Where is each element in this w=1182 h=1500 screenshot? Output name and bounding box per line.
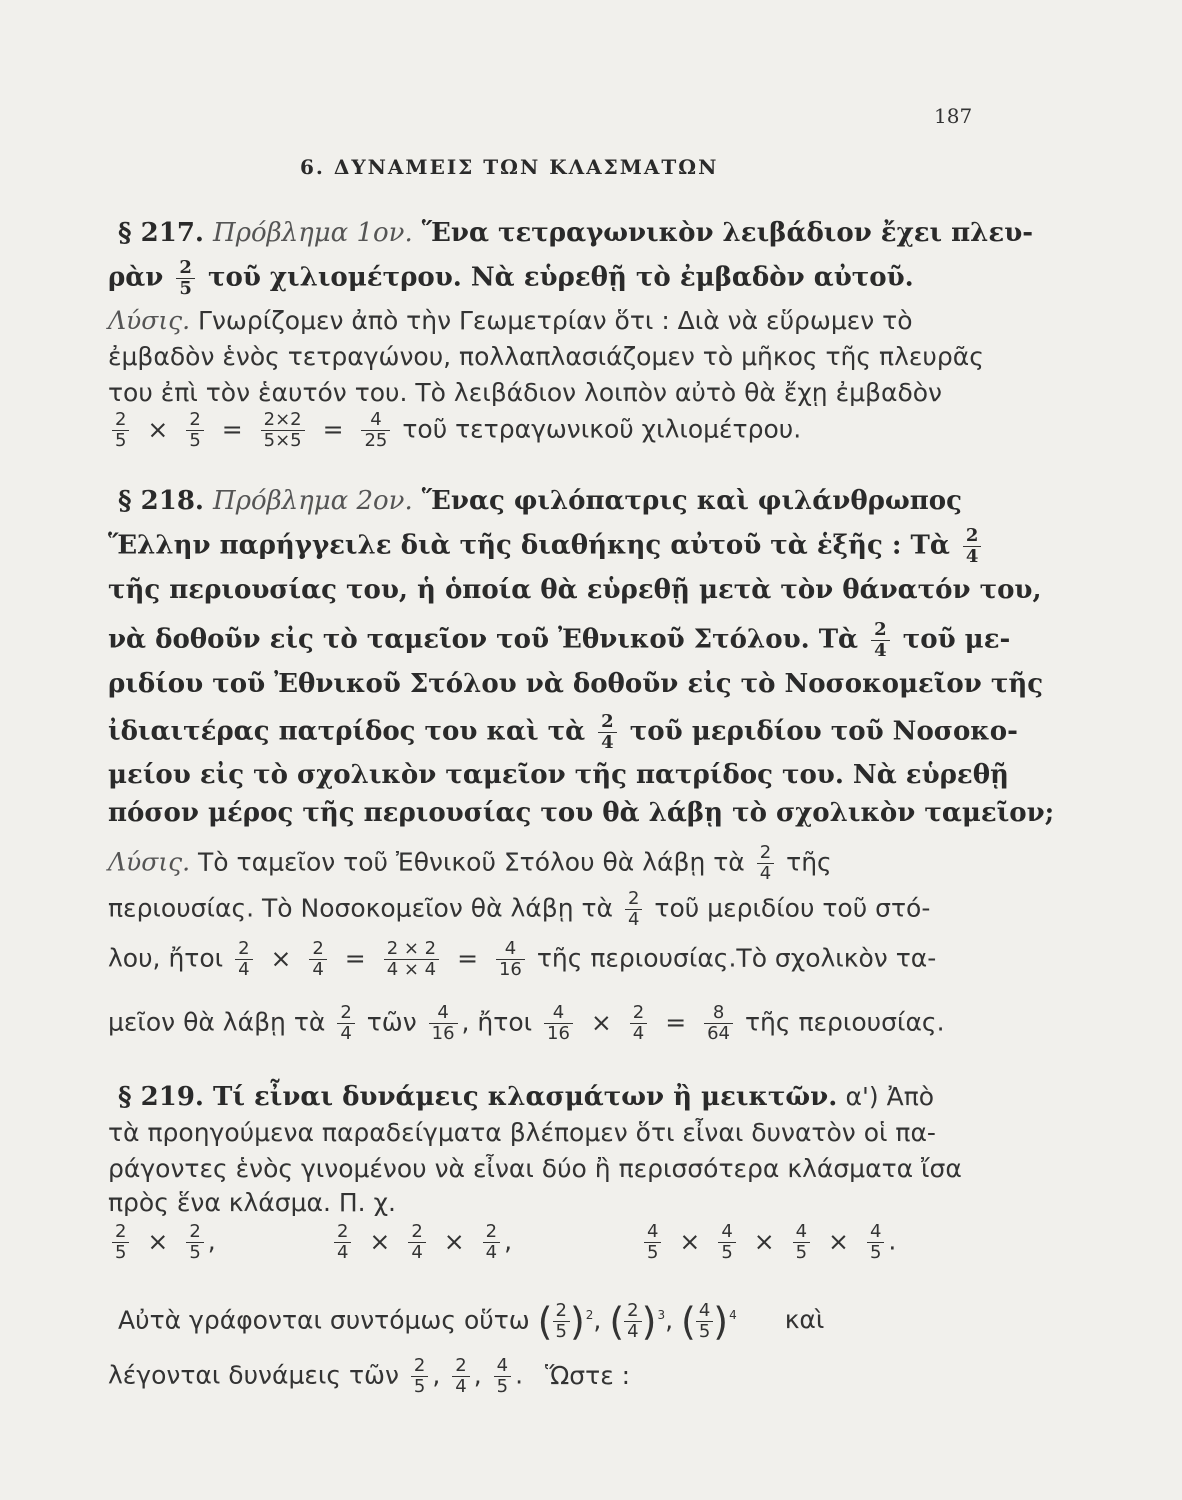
- fraction-numerator: 2: [965, 525, 979, 546]
- fraction: [384, 939, 439, 980]
- fraction: [696, 1301, 713, 1342]
- fraction-denominator: 16: [429, 1023, 458, 1044]
- fraction-denominator: 4: [452, 1376, 469, 1397]
- fraction: [411, 1356, 428, 1397]
- fraction-denominator: 4: [337, 1023, 354, 1044]
- fraction: [644, 1222, 661, 1263]
- fraction-numerator: 2: [555, 1299, 567, 1321]
- page-number: 187: [934, 104, 973, 128]
- fraction-denominator: 5: [644, 1242, 661, 1263]
- fraction-denominator: 16: [544, 1023, 573, 1044]
- s217-solution-line2: ἐμβαδὸν ἑνὸς τετραγώνου, πολλαπλασιάζομεν τὸ μῆκος τῆς πλευρᾶς: [108, 342, 984, 371]
- s217-solution-line1: Λύσις. Γνωρίζομεν ἀπὸ τὴν Γεωμετρίαν ὅτι : Διὰ νὰ εὕρωμεν τὸ: [108, 306, 913, 335]
- fraction-numerator: 4: [869, 1221, 882, 1242]
- fraction-denominator: 5: [186, 430, 203, 451]
- fraction-numerator: 2: [238, 938, 250, 959]
- fraction: [544, 1003, 573, 1044]
- s218-line7: μείου εἰς τὸ σχολικὸν ταμεῖον τῆς πατρίδος του. Νὰ εὑρεθῇ: [108, 760, 1009, 790]
- fraction-numerator: 2: [189, 1221, 201, 1242]
- s217-line2: ρὰν $\frac{2}{5}$ τοῦ χιλιομέτρου. Νὰ εὑρεθῇ τὸ ἐμβαδὸν αὐτοῦ.: [108, 257, 914, 299]
- fraction-denominator: 4: [309, 959, 326, 980]
- fraction-denominator: 16: [496, 959, 525, 980]
- fraction-denominator: 4: [871, 640, 890, 661]
- fraction: [452, 1356, 469, 1397]
- fraction-denominator: 4: [625, 909, 642, 930]
- fraction: [483, 1222, 500, 1263]
- fraction: [963, 526, 982, 567]
- s218-line1: § 218. Πρόβλημα 2ον. Ἕνας φιλόπατρις καὶ φιλάνθρωπος: [118, 486, 962, 516]
- fraction-numerator: 4: [721, 1221, 733, 1242]
- fraction: [625, 889, 642, 930]
- fraction-numerator: 2: [189, 409, 201, 430]
- fraction-numerator: 2: [485, 1221, 498, 1242]
- fraction-denominator: 25: [361, 430, 390, 451]
- s219-line2: τὰ προηγούμενα παραδείγματα βλέπομεν ὅτι εἶναι δυνατὸν οἱ πα-: [108, 1118, 936, 1147]
- fraction: [309, 939, 326, 980]
- s219-line6: Αὐτὰ γράφονται συντόμως οὕτω ( $\frac{2}{5}$ )$^2$, ( $\frac{2}{4}$ )$^3$, ( $\frac{4}{5}$ )$^4$ καὶ: [118, 1299, 825, 1344]
- fraction-numerator: 2: [874, 619, 887, 640]
- fraction-denominator: 5: [176, 278, 195, 299]
- fraction-numerator: 2: [312, 938, 324, 959]
- s218-solution-line2: περιουσίας. Τὸ Νοσοκομεῖον θὰ λάβῃ τὰ $\frac{2}{4}$ τοῦ μεριδίου τοῦ στό-: [108, 888, 931, 930]
- fraction-denominator: 4: [630, 1023, 647, 1044]
- fraction-denominator: 4: [334, 1242, 351, 1263]
- s218-line3: τῆς περιουσίας του, ἡ ὁποία θὰ εὑρεθῇ μετὰ τὸν θάνατόν του,: [108, 575, 1042, 605]
- fraction-denominator: 5: [112, 430, 129, 451]
- fraction-denominator: 4: [963, 546, 982, 567]
- fraction-denominator: 5: [186, 1242, 203, 1263]
- fraction-numerator: 2: [628, 888, 640, 909]
- fraction-numerator: 4: [496, 1355, 509, 1376]
- fraction-denominator: 4: [235, 959, 252, 980]
- fraction: [793, 1222, 810, 1263]
- fraction-denominator: 5: [718, 1242, 735, 1263]
- fraction-denominator: 4: [757, 863, 774, 884]
- fraction-numerator: 4: [370, 409, 382, 430]
- fraction-denominator: 5×5: [261, 430, 305, 451]
- fraction: [334, 1222, 351, 1263]
- fraction-denominator: 4: [624, 1321, 641, 1342]
- s218-solution-line3: λου, ἤτοι $\frac{2}{4}$ × $\frac{2}{4}$ = $\frac{2 \times 2}{4 \times 4}$ = $\frac{4}{16}$ τῆς περιουσίας.Τὸ σχολικὸν τα-: [108, 938, 937, 980]
- fraction: [718, 1222, 735, 1263]
- s218-solution-line1: Λύσις. Τὸ ταμεῖον τοῦ Ἐθνικοῦ Στόλου θὰ λάβῃ τὰ $\frac{2}{4}$ τῆς: [108, 842, 832, 884]
- fraction: [186, 1222, 203, 1263]
- fraction: [624, 1301, 641, 1342]
- fraction: [337, 1003, 354, 1044]
- fraction-numerator: 2: [179, 257, 192, 278]
- fraction: [553, 1301, 570, 1342]
- s218-line4: νὰ δοθοῦν εἰς τὸ ταμεῖον τοῦ Ἐθνικοῦ Στόλου. Τὰ $\frac{2}{4}$ τοῦ με-: [108, 619, 1011, 661]
- s219-line7: λέγονται δυνάμεις τῶν $\frac{2}{5}$ , $\frac{2}{4}$ , $\frac{4}{5}$ . Ὥστε :: [108, 1355, 631, 1397]
- fraction-numerator: 4: [504, 938, 517, 959]
- fraction-denominator: 5: [793, 1242, 810, 1263]
- fraction: [261, 410, 305, 451]
- fraction-numerator: 2×2: [263, 409, 302, 430]
- fraction: [429, 1003, 458, 1044]
- s219-line1: § 219. Τί εἶναι δυνάμεις κλασμάτων ἢ μεικτῶν. α') Ἀπὸ: [118, 1082, 935, 1112]
- s217-equation: $\frac{2}{5}$ × $\frac{2}{5}$ = $\frac{2\times 2}{5\times 5}$ = $\frac{4}{25}$ τοῦ τετραγωνικοῦ χιλιομέτρου.: [108, 410, 801, 451]
- s219-example-1: $\frac{2}{5}$ × $\frac{2}{5}$ ,: [108, 1222, 216, 1263]
- fraction: [704, 1003, 733, 1044]
- chapter-title: 6. ΔΥΝΑΜΕΙΣ ΤΩΝ ΚΛΑΣΜΑΤΩΝ: [300, 155, 719, 179]
- fraction-numerator: 2: [759, 842, 772, 863]
- fraction: [630, 1003, 647, 1044]
- s218-line5: ριδίου τοῦ Ἐθνικοῦ Στόλου νὰ δοθοῦν εἰς τὸ Νοσοκομεῖον τῆς: [108, 669, 1044, 699]
- fraction: [496, 939, 525, 980]
- fraction-numerator: 2: [115, 409, 127, 430]
- fraction-numerator: 2: [627, 1299, 639, 1321]
- fraction: [176, 258, 195, 299]
- s219-example-2: $\frac{2}{4}$ × $\frac{2}{4}$ × $\frac{2}{4}$ ,: [330, 1222, 512, 1263]
- fraction: [235, 939, 252, 980]
- fraction-numerator: 2: [337, 1221, 349, 1242]
- fraction-denominator: 5: [553, 1321, 570, 1342]
- fraction-denominator: 64: [704, 1023, 733, 1044]
- s219-line3: ράγοντες ἑνὸς γινομένου νὰ εἶναι δύο ἢ περισσότερα κλάσματα ἴσα: [108, 1154, 962, 1183]
- fraction-numerator: 2: [411, 1221, 423, 1242]
- s218-line6: ἰδιαιτέρας πατρίδος του καὶ τὰ $\frac{2}{4}$ τοῦ μεριδίου τοῦ Νοσοκο-: [108, 711, 1018, 753]
- fraction-numerator: 2: [115, 1221, 127, 1242]
- fraction-denominator: 5: [411, 1376, 428, 1397]
- fraction-denominator: 5: [112, 1242, 129, 1263]
- fraction-numerator: 4: [437, 1002, 449, 1023]
- fraction-numerator: 2: [413, 1355, 426, 1376]
- s218-line2: Ἕλλην παρήγγειλε διὰ τῆς διαθήκης αὐτοῦ τὰ ἑξῆς : Τὰ $\frac{2}{4}$: [108, 526, 985, 567]
- fraction: [408, 1222, 425, 1263]
- fraction-denominator: 5: [494, 1376, 511, 1397]
- fraction: [494, 1356, 511, 1397]
- fraction-numerator: 4: [552, 1002, 565, 1023]
- fraction-denominator: 4: [408, 1242, 425, 1263]
- fraction-denominator: 4: [483, 1242, 500, 1263]
- fraction-numerator: 2: [455, 1355, 467, 1376]
- fraction-numerator: 2 × 2: [386, 938, 437, 959]
- fraction-numerator: 2: [601, 711, 614, 732]
- s217-solution-line3: του ἐπὶ τὸν ἑαυτόν του. Τὸ λειβάδιον λοιπὸν αὐτὸ θὰ ἔχῃ ἐμβαδὸν: [108, 378, 943, 407]
- s218-solution-line4: μεῖον θὰ λάβῃ τὰ $\frac{2}{4}$ τῶν $\frac{4}{16}$ , ἤτοι $\frac{4}{16}$ × $\frac{2}{4}$ = $\frac{8}{64}$ τῆς περιουσίας.: [108, 1002, 945, 1044]
- fraction: [867, 1222, 884, 1263]
- fraction: [598, 712, 617, 753]
- fraction-numerator: 4: [647, 1221, 659, 1242]
- fraction-numerator: 2: [632, 1002, 645, 1023]
- fraction: [757, 843, 774, 884]
- fraction-denominator: 4: [598, 732, 617, 753]
- fraction-numerator: 4: [698, 1299, 711, 1321]
- fraction-numerator: 4: [795, 1221, 808, 1242]
- s219-example-3: $\frac{4}{5}$ × $\frac{4}{5}$ × $\frac{4}{5}$ × $\frac{4}{5}$ .: [640, 1222, 896, 1263]
- fraction-numerator: 2: [340, 1002, 352, 1023]
- fraction: [361, 410, 390, 451]
- fraction-denominator: 5: [867, 1242, 884, 1263]
- fraction: [112, 410, 129, 451]
- fraction: [871, 620, 890, 661]
- fraction-denominator: 5: [696, 1321, 713, 1342]
- fraction: [112, 1222, 129, 1263]
- fraction-denominator: 4 × 4: [384, 959, 439, 980]
- s217-line1: § 217. Πρόβλημα 1ον. Ἕνα τετραγωνικὸν λειβάδιον ἔχει πλευ-: [118, 218, 1034, 248]
- fraction-numerator: 8: [712, 1002, 725, 1023]
- s219-line4: πρὸς ἕνα κλάσμα. Π. χ.: [108, 1188, 396, 1217]
- s218-line8: πόσον μέρος τῆς περιουσίας του θὰ λάβῃ τὸ σχολικὸν ταμεῖον;: [108, 798, 1055, 828]
- fraction: [186, 410, 203, 451]
